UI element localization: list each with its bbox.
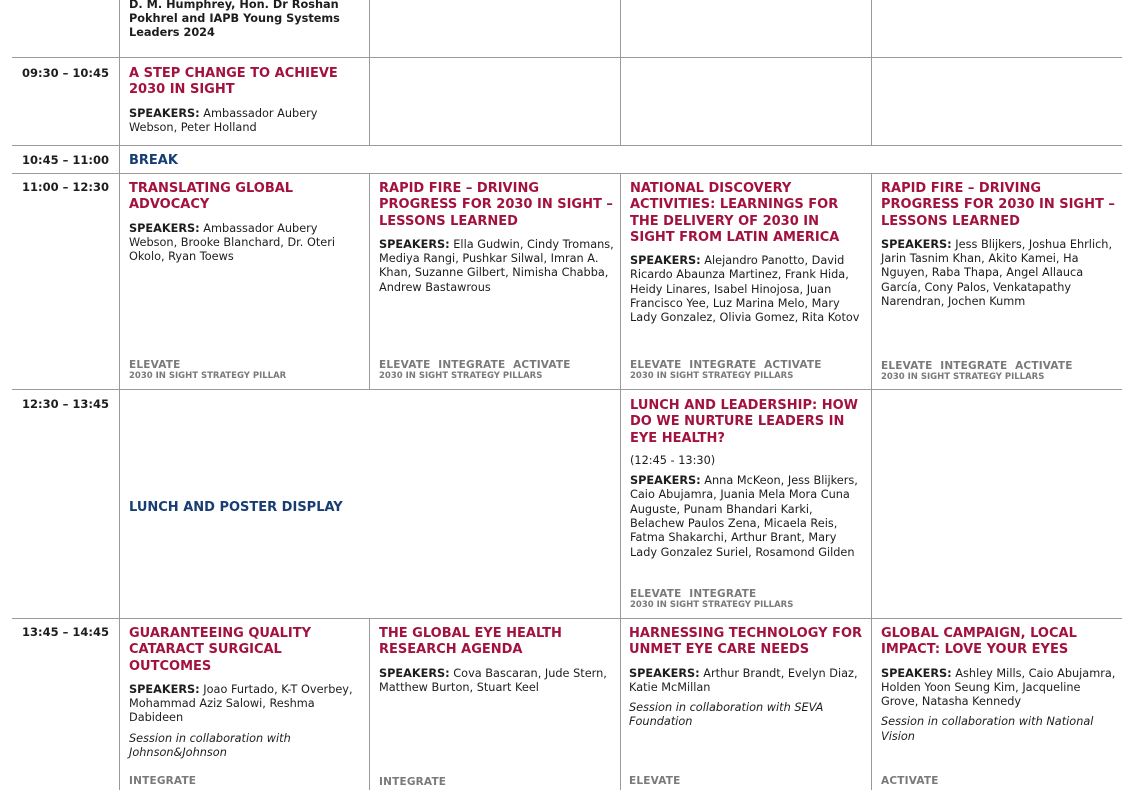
time-slot: 09:30 – 10:45 [22, 66, 109, 80]
session-cell [129, 66, 365, 135]
session-title: HARNESSING TECHNOLOGY FOR UNMET EYE CARE NEEDS [629, 626, 863, 658]
pillar-names: ACTIVATE [881, 775, 939, 787]
session-speakers [129, 222, 365, 265]
time-slot: 12:30 – 13:45 [22, 397, 109, 411]
time-slot: 13:45 – 14:45 [22, 625, 109, 639]
pillar-names: ELEVATE [129, 359, 181, 371]
strategy-pillars [630, 359, 866, 382]
pillar-names: ELEVATE INTEGRATE ACTIVATE [379, 359, 571, 371]
pillar-caption: 2030 IN SIGHT STRATEGY PILLARS [630, 600, 794, 610]
pillar-caption: 2030 IN SIGHT STRATEGY PILLARS [630, 371, 794, 381]
pillar-names: ELEVATE INTEGRATE ACTIVATE [881, 360, 1073, 372]
strategy-pillars [629, 775, 865, 787]
session-cell [630, 398, 866, 560]
speakers-continued: D. M. Humphrey, Hon. Dr Roshan Pokhrel and IAPB Young Systems Leaders 2024 [129, 0, 340, 40]
column-divider [871, 389, 872, 618]
pillar-names: INTEGRATE [379, 776, 447, 788]
column-divider [871, 0, 872, 145]
speakers-list: Arthur Brandt, Evelyn Diaz, Katie McMillan [629, 666, 858, 694]
speakers-label: SPEAKERS: [129, 221, 200, 235]
speakers-label: SPEAKERS: [129, 682, 200, 696]
speakers-label: SPEAKERS: [379, 237, 450, 251]
session-title: GLOBAL CAMPAIGN, LOCAL IMPACT: LOVE YOUR EYES [881, 626, 1077, 658]
session-title: TRANSLATING GLOBAL ADVOCACY [129, 181, 294, 213]
session-speakers [881, 667, 1117, 710]
column-divider [620, 618, 621, 790]
column-divider [369, 0, 370, 145]
column-divider [620, 173, 621, 389]
strategy-pillars [630, 588, 866, 611]
time-slot: 10:45 – 11:00 [22, 153, 109, 167]
column-divider [369, 173, 370, 389]
row-divider [12, 389, 1122, 390]
session-title: GUARANTEEING QUALITY CATARACT SURGICAL OUTCOMES [129, 626, 312, 674]
column-divider [620, 389, 621, 618]
speakers-list: Cova Bascaran, Jude Stern, Matthew Burton, Stuart Keel [379, 666, 607, 694]
session-cell [629, 626, 865, 730]
pillar-caption: 2030 IN SIGHT STRATEGY PILLAR [129, 371, 287, 381]
pillar-names: ELEVATE [629, 775, 681, 787]
collaboration-note: Session in collaboration with Johnson&Johnson [129, 731, 291, 760]
pillar-names: ELEVATE INTEGRATE ACTIVATE [630, 359, 822, 371]
column-divider [620, 0, 621, 145]
session-speakers [629, 667, 865, 696]
session-cell [881, 626, 1117, 744]
strategy-pillars [129, 775, 365, 787]
speakers-label: SPEAKERS: [379, 666, 450, 680]
session-cell [129, 626, 365, 760]
session-speakers [129, 683, 365, 726]
pillar-caption: 2030 IN SIGHT STRATEGY PILLARS [379, 371, 543, 381]
strategy-pillars [379, 359, 615, 382]
session-title: RAPID FIRE – DRIVING PROGRESS FOR 2030 IN SIGHT – LESSONS LEARNED [881, 181, 1115, 229]
column-divider [871, 173, 872, 389]
strategy-pillars [129, 359, 365, 382]
session-speakers [379, 667, 615, 696]
speakers-label: SPEAKERS: [630, 474, 701, 488]
session-speakers [881, 238, 1117, 309]
lunch-label: LUNCH AND POSTER DISPLAY [129, 500, 343, 515]
session-title: RAPID FIRE – DRIVING PROGRESS FOR 2030 IN SIGHT – LESSONS LEARNED [379, 181, 613, 229]
session-cell [129, 181, 365, 264]
row-divider [12, 173, 1122, 174]
session-cell [379, 181, 615, 295]
session-title: THE GLOBAL EYE HEALTH RESEARCH AGENDA [379, 626, 562, 658]
column-divider [369, 618, 370, 790]
row-divider [12, 618, 1122, 619]
speakers-label: SPEAKERS: [881, 237, 952, 251]
session-title: A STEP CHANGE TO ACHIEVE 2030 IN SIGHT [129, 66, 338, 98]
strategy-pillars [379, 776, 615, 788]
time-slot: 11:00 – 12:30 [22, 180, 109, 194]
speakers-list: Ella Gudwin, Cindy Tromans, Mediya Rangi, Pushkar Silwal, Imran A. Khan, Suzanne Gilbert, Nimisha Chabba, Andrew Bastawrous [379, 237, 614, 294]
column-divider [119, 0, 120, 790]
speakers-list: Ambassador Aubery Webson, Peter Holland [129, 106, 318, 134]
speakers-list: Jess Blijkers, Joshua Ehrlich, Jarin Tasnim Khan, Akito Kamei, Ha Nguyen, Raba Thapa, Angel Allauca García, Cony Palos, Venkatapathy Narendran, Jochen Kumm [881, 237, 1113, 309]
collaboration-note: Session in collaboration with National Vision [881, 715, 1094, 743]
speakers-list: Joao Furtado, K-T Overbey, Mohammad Aziz Salowi, Reshma Dabideen [129, 682, 353, 725]
session-speakers [379, 238, 615, 295]
row-divider [12, 57, 1122, 58]
session-continued [129, 0, 365, 41]
break-label: BREAK [129, 153, 178, 168]
session-cell [881, 181, 1117, 309]
session-title: LUNCH AND LEADERSHIP: HOW DO WE NURTURE LEADERS IN EYE HEALTH? [630, 398, 858, 446]
column-divider [871, 618, 872, 790]
pillar-names: INTEGRATE [129, 775, 197, 787]
speakers-list: Anna McKeon, Jess Blijkers, Caio Abujamra, Juania Mela Mora Cuna Auguste, Punam Bhandari Karki, Belachew Paulos Zena, Micaela Reis, Fatma Shakarchi, Arthur Brant, Mary Lady Gonzalez Suriel, Rosamond Gilden [630, 474, 858, 559]
session-speakers [129, 107, 365, 136]
speakers-list: Ashley Mills, Caio Abujamra, Holden Yoon Seung Kim, Jacqueline Grove, Natasha Kennedy [881, 666, 1116, 709]
session-speakers [630, 254, 866, 325]
session-cell [630, 181, 866, 326]
speakers-label: SPEAKERS: [881, 666, 952, 680]
speakers-label: SPEAKERS: [629, 666, 700, 680]
pillar-caption: 2030 IN SIGHT STRATEGY PILLARS [881, 372, 1045, 382]
speakers-label: SPEAKERS: [129, 106, 200, 120]
pillar-names: ELEVATE INTEGRATE [630, 588, 757, 600]
row-divider [12, 145, 1122, 146]
session-title: NATIONAL DISCOVERY ACTIVITIES: LEARNINGS FOR THE DELIVERY OF 2030 IN SIGHT FROM LATIN AMERICA [630, 181, 840, 245]
session-subtime: (12:45 - 13:30) [630, 453, 716, 467]
session-speakers [630, 474, 866, 560]
collaboration-note: Session in collaboration with SEVA Foundation [629, 701, 824, 729]
session-cell [379, 626, 615, 695]
speakers-list: Ambassador Aubery Webson, Brooke Blanchard, Dr. Oteri Okolo, Ryan Toews [129, 221, 336, 264]
speakers-list: Alejandro Panotto, David Ricardo Abaunza Martinez, Frank Hida, Heidy Linares, Isabel Hinojosa, Juan Francisco Yee, Luz Marina Melo, Mary Lady Gonzalez, Olivia Gomez, Rita Kotov [630, 254, 860, 325]
strategy-pillars [881, 775, 1117, 787]
strategy-pillars [881, 360, 1117, 383]
speakers-label: SPEAKERS: [630, 254, 701, 268]
